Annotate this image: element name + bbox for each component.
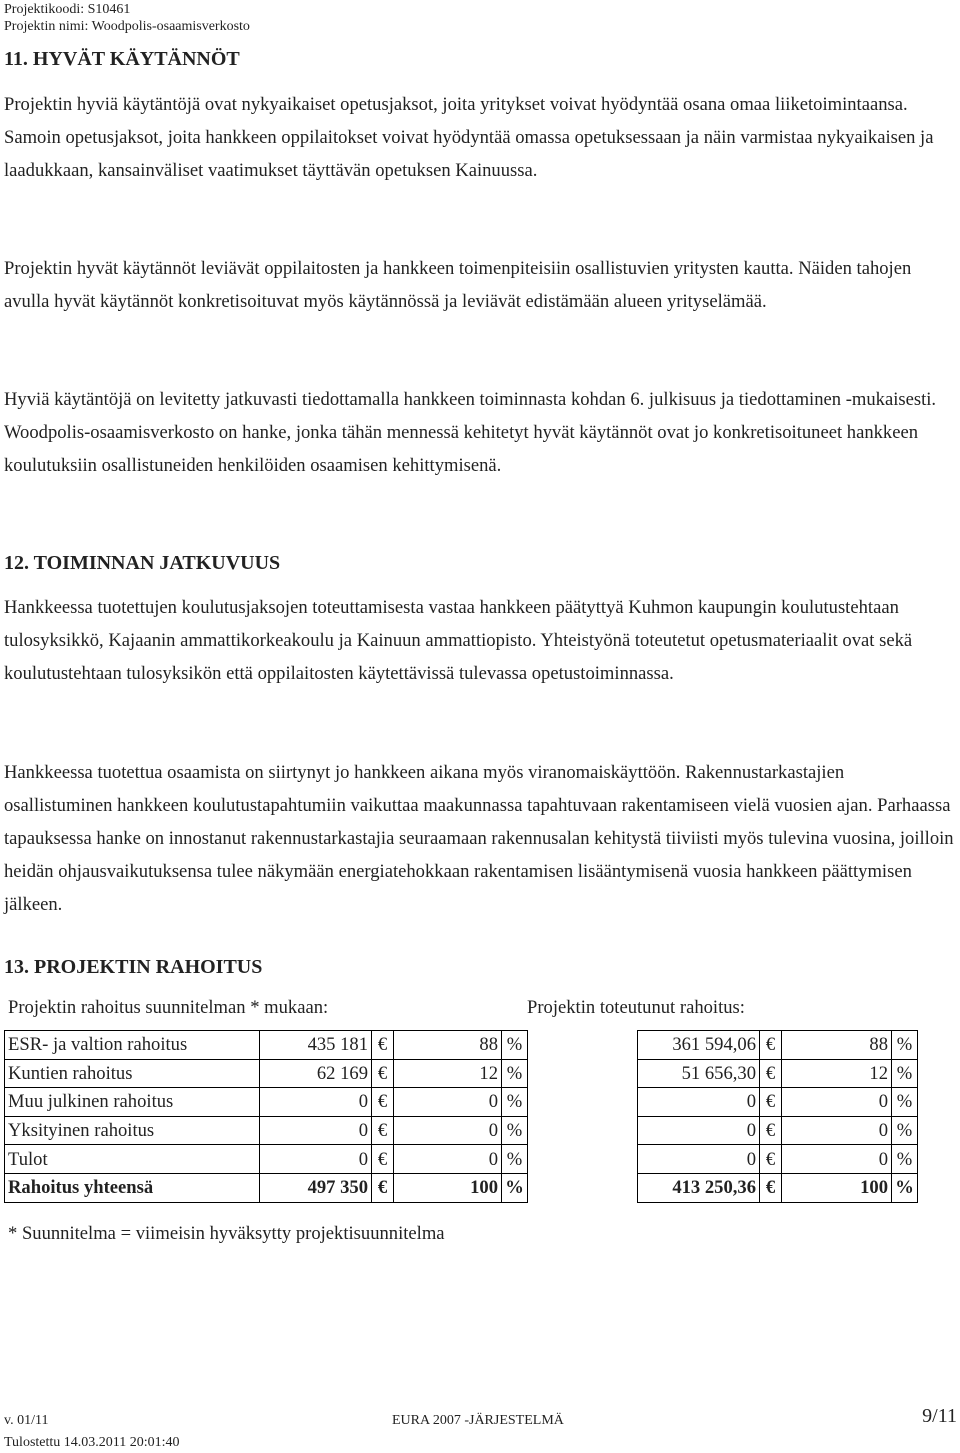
section-13-title: 13. PROJEKTIN RAHOITUS bbox=[4, 956, 263, 978]
actual-euro-sign: € bbox=[760, 1031, 782, 1060]
actual-percent: 0 bbox=[782, 1088, 892, 1117]
actual-euro-sign: € bbox=[760, 1088, 782, 1117]
planned-percent-sign: % bbox=[502, 1173, 528, 1202]
planned-percent-sign: % bbox=[502, 1059, 528, 1088]
actual-percent: 88 bbox=[782, 1031, 892, 1060]
planned-funding-label: Projektin rahoitus suunnitelman * mukaan: bbox=[8, 997, 329, 1018]
actual-percent-sign: % bbox=[892, 1059, 918, 1088]
actual-percent-sign: % bbox=[892, 1088, 918, 1117]
planned-amount: 497 350 bbox=[260, 1173, 372, 1202]
footer-system: EURA 2007 -JÄRJESTELMÄ bbox=[392, 1413, 564, 1428]
document-header bbox=[4, 1, 250, 35]
planned-amount: 62 169 bbox=[260, 1059, 372, 1088]
planned-amount: 0 bbox=[260, 1116, 372, 1145]
funding-footnote: * Suunnitelma = viimeisin hyväksytty projektisuunnitelma bbox=[8, 1223, 445, 1244]
actual-funding-label: Projektin toteutunut rahoitus: bbox=[527, 997, 745, 1018]
planned-percent-sign: % bbox=[502, 1088, 528, 1117]
actual-amount: 0 bbox=[638, 1145, 760, 1174]
planned-euro-sign: € bbox=[372, 1059, 394, 1088]
column-gap bbox=[528, 1116, 638, 1145]
section-11-paragraph-2: Projektin hyvät käytännöt leviävät oppilaitosten ja hankkeen toimenpiteisiin osallistuvien yritysten kautta. Näiden tahojen avulla hyvät käytännöt konkretisoituvat myös käytännössä ja leviävät edistämään alueen yrityselämää. bbox=[4, 258, 912, 312]
actual-amount: 0 bbox=[638, 1088, 760, 1117]
planned-euro-sign: € bbox=[372, 1031, 394, 1060]
column-gap bbox=[528, 1088, 638, 1117]
column-gap bbox=[528, 1145, 638, 1174]
section-11-paragraph-1: Projektin hyviä käytäntöjä ovat nykyaikaiset opetusjaksot, joita yritykset voivat hyödyntää osana omaa liiketoimintaansa. Samoin opetusjaksot, joita hankkeen oppilaitokset voivat hyödyntää omassa opetuksessaan ja näin varmistaa nykyaikaisen ja laadukkaan, kansainväliset vaatimukset täyttävän opetuksen Kainuussa. bbox=[4, 94, 934, 181]
actual-amount: 51 656,30 bbox=[638, 1059, 760, 1088]
planned-amount: 0 bbox=[260, 1088, 372, 1117]
planned-amount: 0 bbox=[260, 1145, 372, 1174]
actual-amount: 361 594,06 bbox=[638, 1031, 760, 1060]
actual-percent: 0 bbox=[782, 1145, 892, 1174]
actual-percent: 0 bbox=[782, 1116, 892, 1145]
actual-euro-sign: € bbox=[760, 1173, 782, 1202]
actual-euro-sign: € bbox=[760, 1116, 782, 1145]
planned-euro-sign: € bbox=[372, 1116, 394, 1145]
planned-euro-sign: € bbox=[372, 1088, 394, 1117]
section-12-paragraph-2: Hankkeessa tuotettua osaamista on siirtynyt jo hankkeen aikana myös viranomaiskäyttöön. Rakennustarkastajien osallistuminen hankkeen koulutustapahtumiin vaikuttaa maakunnassa tapahtuvaan rakentamiseen vielä vuosien ajan. Parhaassa tapauksessa hanke on innostanut rakennustarkastajia seuraamaan rakennusalan kehitystä tiiviisti myös tulevina vuosina, joilloin heidän ohjausvaikutuksensa tulee näkymään energiatehokkaan rakentamisen lisääntymisenä vuosia hankkeen päättymisen jälkeen. bbox=[4, 762, 954, 915]
row-label: Yksityinen rahoitus bbox=[5, 1116, 260, 1145]
planned-percent: 0 bbox=[394, 1145, 502, 1174]
column-gap bbox=[528, 1173, 638, 1202]
planned-percent: 88 bbox=[394, 1031, 502, 1060]
funding-row bbox=[5, 1059, 918, 1088]
row-label: Kuntien rahoitus bbox=[5, 1059, 260, 1088]
column-gap bbox=[528, 1059, 638, 1088]
actual-percent-sign: % bbox=[892, 1145, 918, 1174]
planned-percent-sign: % bbox=[502, 1145, 528, 1174]
footer-printed: Tulostettu 14.03.2011 20:01:40 bbox=[4, 1435, 180, 1450]
actual-percent-sign: % bbox=[892, 1116, 918, 1145]
footer-page-number: 9/11 bbox=[922, 1405, 957, 1427]
row-label: ESR- ja valtion rahoitus bbox=[5, 1031, 260, 1060]
section-12-title: 12. TOIMINNAN JATKUVUUS bbox=[4, 552, 281, 574]
planned-percent: 0 bbox=[394, 1116, 502, 1145]
planned-amount: 435 181 bbox=[260, 1031, 372, 1060]
funding-row bbox=[5, 1116, 918, 1145]
section-11-paragraph-3: Hyviä käytäntöjä on levitetty jatkuvasti tiedottamalla hankkeen toiminnasta kohdan 6. julkisuus ja tiedottaminen -mukaisesti. Woodpolis-osaamisverkosto on hanke, jonka tähän mennessä kehitetyt hyvät käytännöt ovat jo konkretisoituneet hankkeen koulutuksiin osallistuneiden henkilöiden osaamisen kehittymisenä. bbox=[4, 389, 937, 476]
row-label: Rahoitus yhteensä bbox=[5, 1173, 260, 1202]
column-gap bbox=[528, 1031, 638, 1060]
funding-row bbox=[5, 1088, 918, 1117]
planned-percent: 100 bbox=[394, 1173, 502, 1202]
planned-percent-sign: % bbox=[502, 1116, 528, 1145]
actual-amount: 0 bbox=[638, 1116, 760, 1145]
footer-version: v. 01/11 bbox=[4, 1413, 49, 1428]
planned-euro-sign: € bbox=[372, 1145, 394, 1174]
actual-percent: 100 bbox=[782, 1173, 892, 1202]
planned-euro-sign: € bbox=[372, 1173, 394, 1202]
planned-percent-sign: % bbox=[502, 1031, 528, 1060]
actual-percent: 12 bbox=[782, 1059, 892, 1088]
row-label: Tulot bbox=[5, 1145, 260, 1174]
funding-table bbox=[4, 1030, 918, 1203]
planned-percent: 12 bbox=[394, 1059, 502, 1088]
actual-amount: 413 250,36 bbox=[638, 1173, 760, 1202]
funding-row bbox=[5, 1031, 918, 1060]
actual-euro-sign: € bbox=[760, 1145, 782, 1174]
actual-euro-sign: € bbox=[760, 1059, 782, 1088]
project-code: Projektikoodi: S10461 bbox=[4, 2, 131, 17]
row-label: Muu julkinen rahoitus bbox=[5, 1088, 260, 1117]
section-12-paragraph-1: Hankkeessa tuotettujen koulutusjaksojen toteuttamisesta vastaa hankkeen päätyttyä Kuhmon kaupungin koulutustehtaan tulosyksikkö, Kajaanin ammattikorkeakoulu ja Kainuun ammattiopisto. Yhteistyönä toteutetut opetusmateriaalit ovat sekä koulutustehtaan tulosyksikön että oppilaitosten käytettävissä tulevassa opetustoiminnassa. bbox=[4, 597, 913, 684]
funding-total-row bbox=[5, 1173, 918, 1202]
section-11-title: 11. HYVÄT KÄYTÄNNÖT bbox=[4, 48, 240, 70]
funding-row bbox=[5, 1145, 918, 1174]
actual-percent-sign: % bbox=[892, 1173, 918, 1202]
actual-percent-sign: % bbox=[892, 1031, 918, 1060]
planned-percent: 0 bbox=[394, 1088, 502, 1117]
project-name: Projektin nimi: Woodpolis-osaamisverkosto bbox=[4, 19, 250, 34]
